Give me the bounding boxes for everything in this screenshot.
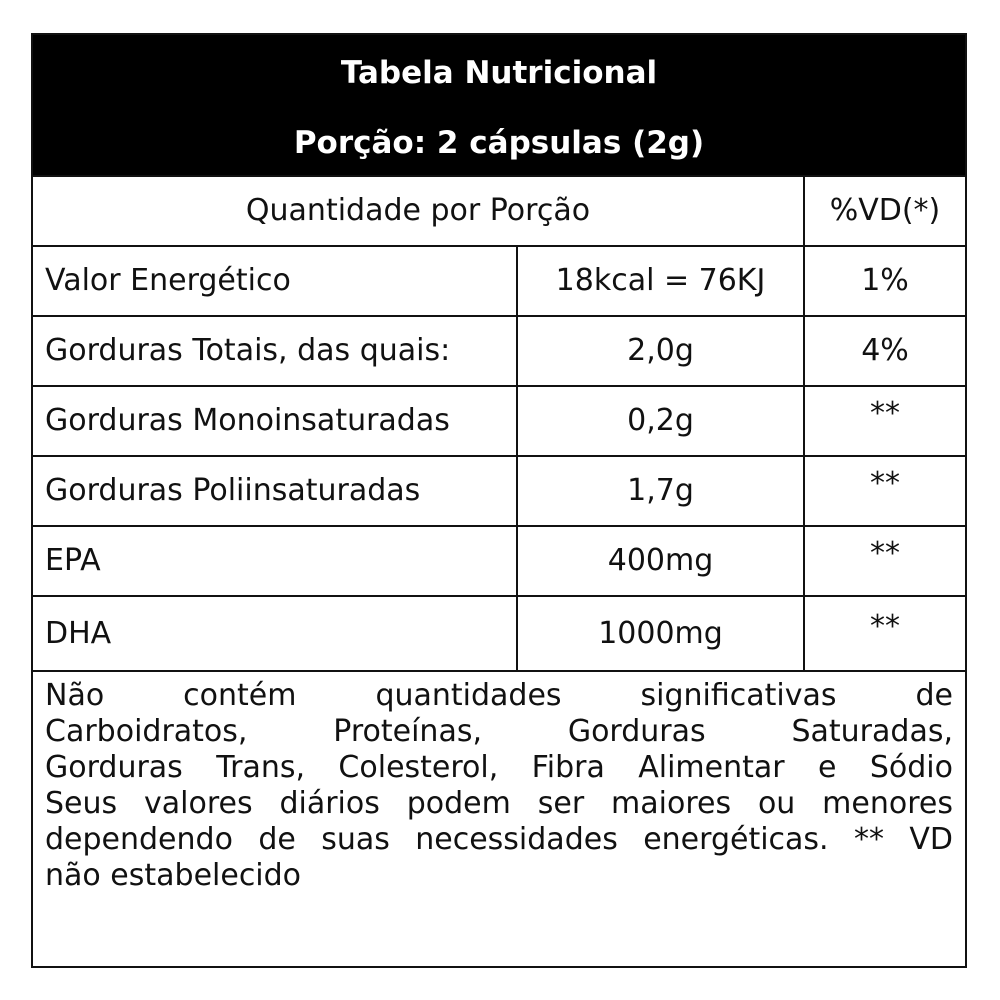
nutrient-name: Valor Energético [45,263,291,298]
table-row [33,315,965,385]
nutrient-amount: 0,2g [516,387,803,455]
nutrient-name: Gorduras Monoinsaturadas [45,403,450,438]
nutrient-amount: 2,0g [516,317,803,385]
quantity-per-portion-header: Quantidade por Porção [245,193,591,228]
footnote-line: não estabelecido [45,858,302,893]
nutrient-amount: 400mg [516,527,803,595]
footnote-line: Carboidratos, Proteínas, Gorduras Saturadas, [45,714,953,749]
column-header-row [33,175,965,245]
nutrient-vd: ** [803,387,965,455]
nutrient-name: Gorduras Totais, das quais: [45,333,451,368]
nutrient-amount: 1,7g [516,457,803,525]
table-row [33,385,965,455]
nutrient-name: DHA [45,615,112,651]
nutrition-table [31,33,967,968]
table-title: Tabela Nutricional [340,55,658,91]
footnote [33,670,965,966]
table-header [33,35,965,175]
nutrient-amount: 18kcal = 76KJ [516,247,803,315]
footnote-line: Gorduras Trans, Colesterol, Fibra Alimentar e Sódio [45,750,953,785]
table-row [33,595,965,670]
nutrient-name: EPA [45,543,101,578]
nutrient-vd: ** [803,597,965,670]
nutrient-vd: ** [803,527,965,595]
footnote-line: Não contém quantidades significativas de [45,678,953,713]
nutrient-amount: 1000mg [516,597,803,670]
footnote-line: Seus valores diários podem ser maiores ou menores [45,786,953,821]
nutrient-vd: 1% [803,247,965,315]
footnote-line: dependendo de suas necessidades energéticas. ** VD [45,822,953,857]
nutrient-vd: 4% [803,317,965,385]
table-row [33,455,965,525]
vd-header: %VD(*) [803,177,965,245]
portion-size: Porção: 2 cápsulas (2g) [293,125,705,161]
nutrient-vd: ** [803,457,965,525]
table-row [33,525,965,595]
table-row [33,245,965,315]
nutrient-name: Gorduras Poliinsaturadas [45,473,421,508]
